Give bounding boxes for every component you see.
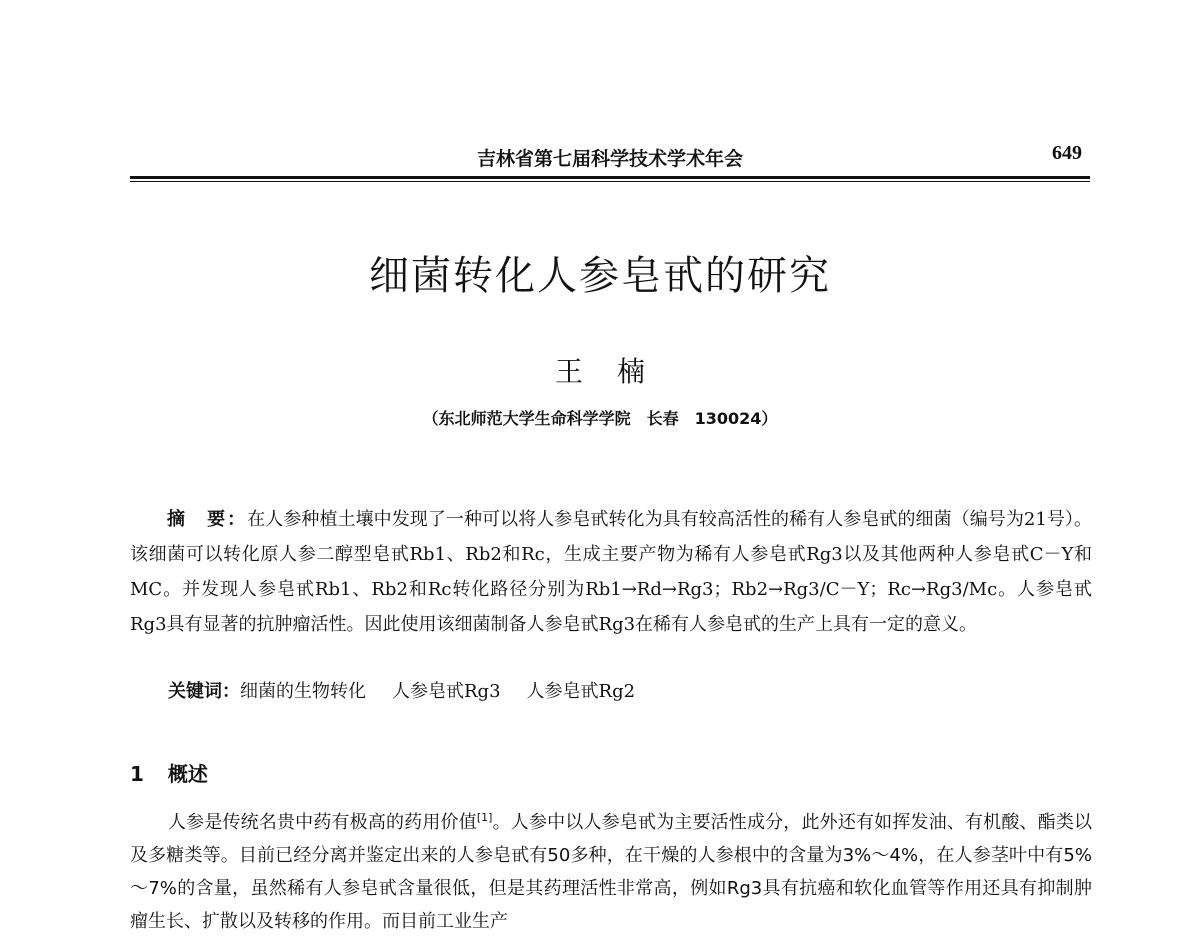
- author-name: 王楠: [554, 355, 679, 388]
- section-title: 概述: [167, 762, 208, 786]
- abstract-text: 在人参种植土壤中发现了一种可以将人参皂甙转化为具有较高活性的稀有人参皂甙的细菌（编号为21号）。该细菌可以转化原人参二醇型皂甙Rb1、Rb2和Rc，生成主要产物为稀有人参皂甙Rg3以及其他两种人参皂甙C－Y和MC。并发现人参皂甙Rb1、Rb2和Rc转化路径分别为Rb1→Rd→Rg3；Rb2→Rg3/C－Y；Rc→Rg3/Mc。人参皂甙Rg3具有显著的抗肿瘤活性。因此使用该细菌制备人参皂甙Rg3在稀有人参皂甙的生产上具有一定的意义。: [130, 509, 1092, 635]
- keywords-label: 关键词：: [168, 681, 240, 702]
- body-paragraph: [130, 806, 1092, 938]
- header-rule-thick: [130, 176, 1090, 179]
- keyword-item: 细菌的生物转化: [240, 681, 366, 702]
- keyword-item: 人参皂甙Rg3: [392, 681, 501, 702]
- body-text-rest: 。人参中以人参皂甙为主要活性成分，此外还有如挥发油、有机酸、酯类以及多糖类等。目前已经分离并鉴定出来的人参皂甙有50多种，在干燥的人参根中的含量为3%～4%，在人参茎叶中有5%～7%的含量，虽然稀有人参皂甙含量很低，但是其药理活性非常高，例如Rg3具有抗癌和软化血管等作用还具有抑制肿瘤生长、扩散以及转移的作用。而目前工业生产: [130, 812, 1092, 932]
- body-text-start: 人参是传统名贵中药有极高的药用价值: [168, 812, 477, 833]
- section-number: 1: [130, 762, 144, 786]
- citation-ref: [1]: [476, 811, 493, 824]
- section-heading: [130, 758, 208, 787]
- abstract-label: 摘 要：: [167, 509, 248, 530]
- header-rule-thin: [130, 181, 1090, 182]
- paper-title: 细菌转化人参皂甙的研究: [369, 253, 831, 299]
- abstract-paragraph: [130, 502, 1092, 642]
- running-header: [130, 140, 1090, 174]
- conference-name: 吉林省第七届科学技术学术年会: [476, 148, 743, 170]
- page-number: 649: [1052, 142, 1082, 164]
- keyword-item: 人参皂甙Rg2: [526, 681, 636, 702]
- author-affiliation: （东北师范大学生命科学学院 长春 130024）: [422, 409, 778, 428]
- keywords-line: [168, 674, 661, 709]
